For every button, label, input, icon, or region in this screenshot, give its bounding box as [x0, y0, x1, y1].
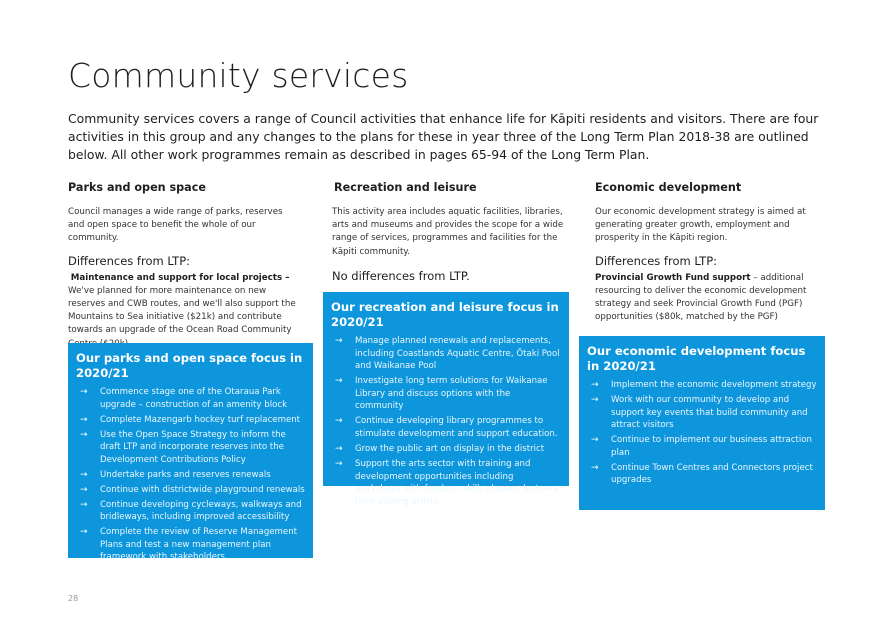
parks-description: Council manages a wide range of parks, reserves and open space to benefit the whole of our community.	[68, 207, 283, 244]
parks-focus-title: Our parks and open space focus in 2020/21	[76, 351, 303, 380]
arrow-right-icon: →	[80, 429, 88, 440]
page-number: 28	[68, 594, 79, 603]
list-item: → Commence stage one of the Otaraua Park upgrade – construction of an amenity block	[80, 387, 288, 410]
list-item: → Complete Mazengarb hockey turf replacement	[80, 414, 301, 425]
list-item: → Continue developing cycleways, walkways and bridleways, including improved accessibility	[80, 499, 302, 523]
parks-column	[68, 181, 300, 351]
arrow-right-icon: →	[591, 380, 599, 390]
list-item: → Continue Town Centres and Connectors project upgrades	[591, 462, 813, 486]
arrow-right-icon: →	[80, 499, 88, 510]
list-item: → Manage planned renewals and replacements, including Coastlands Aquatic Centre, Ōtaki Pool and Waikanae Pool	[335, 336, 560, 372]
economic-focus-box	[579, 336, 825, 510]
arrow-right-icon: →	[591, 394, 599, 405]
arrow-right-icon: →	[335, 458, 343, 469]
list-item: → Undertake parks and reserves renewals	[80, 469, 271, 480]
list-item: → Complete the review of Reserve Management Plans and test a new management plan framework with stakeholders.	[80, 527, 298, 563]
recreation-description: This activity area includes aquatic facilities, libraries, arts and museums and provides the scope for a wide range of services, programmes and facilities for the Kāpiti community.	[332, 207, 564, 257]
economic-focus-list	[587, 379, 817, 487]
parks-diff-heading: Differences from LTP:	[68, 253, 191, 268]
arrow-right-icon: →	[335, 376, 343, 387]
economic-diff-bold: Provincial Growth Fund support	[595, 272, 751, 283]
recreation-focus-box	[323, 292, 569, 507]
arrow-right-icon: →	[80, 414, 88, 425]
economic-diff-detail: – additional resourcing to deliver the economic development strategy and seek Provincial Growth Fund (PGF) opportunities ($80k, matched by the PGF)	[595, 272, 807, 323]
economic-diff-heading: Differences from LTP:	[595, 253, 718, 268]
list-item: → Investigate long term solutions for Waikanae Library and discuss options with the community	[335, 376, 548, 412]
arrow-right-icon: →	[591, 462, 599, 473]
parks-diff-text	[68, 272, 300, 351]
list-item: → Support the arts sector with training and development opportunities including workshops with funders, skills classes, lectures from visiting artists	[335, 458, 558, 507]
recreation-column	[332, 181, 564, 283]
arrow-right-icon: →	[335, 443, 343, 454]
parks-heading: Parks and open space	[68, 181, 206, 194]
parks-diff-bold: Maintenance and support for local projects –	[70, 272, 290, 283]
economic-column	[595, 181, 825, 324]
arrow-right-icon: →	[80, 469, 88, 480]
list-item: → Use the Open Space Strategy to inform the draft LTP and incorporate reserves into the Development Contributions Policy	[80, 429, 286, 465]
list-item: → Continue developing library programmes to stimulate development and support education.	[335, 416, 558, 439]
list-item: → Continue to implement our business attraction plan	[591, 435, 812, 458]
economic-focus-title: Our economic development focus in 2020/21	[587, 344, 806, 373]
arrow-right-icon: →	[335, 336, 343, 346]
list-item: → Work with our community to develop and support key events that build community and attract visitors	[591, 394, 808, 431]
parks-diff-detail: We've planned for more maintenance on new reserves and CWB routes, and we'll also support the Mountains to Sea initiative ($21k) and contribute towards an upgrade of the Ocean Road Community	[68, 285, 296, 336]
economic-diff-text	[595, 272, 825, 325]
arrow-right-icon: →	[80, 387, 88, 397]
parks-focus-box	[68, 343, 313, 563]
recreation-focus-title: Our recreation and leisure focus in 2020/21	[331, 300, 559, 329]
page-title: Community services	[68, 56, 409, 95]
arrow-right-icon: →	[80, 527, 88, 538]
list-item: → Continue with districtwide playground renewals	[80, 484, 305, 495]
list-item: → Implement the economic development strategy	[591, 380, 817, 390]
list-item: → Grow the public art on display in the district	[335, 443, 545, 454]
arrow-right-icon: →	[335, 416, 343, 427]
economic-heading: Economic development	[595, 181, 742, 194]
intro-paragraph: Community services covers a range of Council activities that enhance life for Kāpiti residents and visitors. There are four activities in this group and any changes to the plans for these in year three of the Long Term Plan 2018-38 are outlined below. All other work programmes remain as described in pages 65-94 of the Long Term Plan.	[68, 111, 819, 163]
arrow-right-icon: →	[80, 484, 88, 495]
economic-description: Our economic development strategy is aimed at generating greater growth, employment and prosperity in the Kāpiti region.	[595, 207, 806, 244]
recreation-focus-list	[331, 335, 561, 508]
parks-focus-list	[76, 386, 305, 564]
arrow-right-icon: →	[591, 435, 599, 446]
recreation-no-diff: No differences from LTP.	[332, 268, 470, 283]
recreation-heading: Recreation and leisure	[334, 181, 477, 194]
